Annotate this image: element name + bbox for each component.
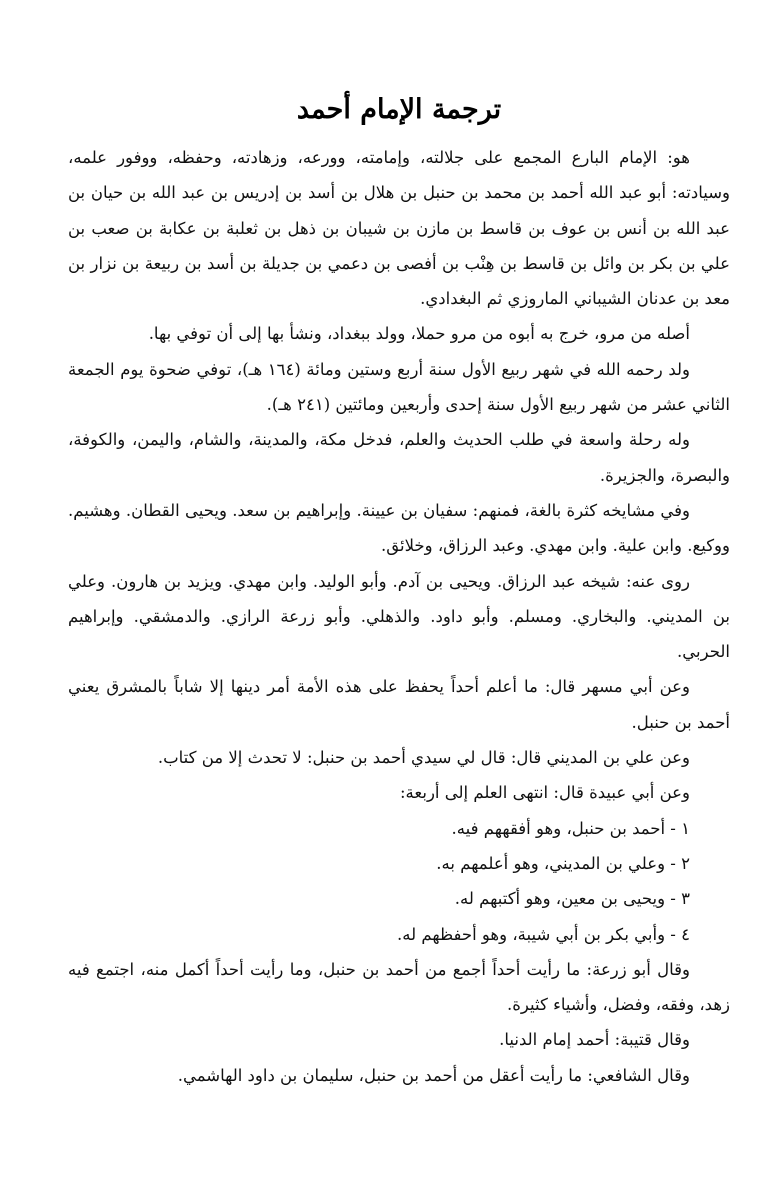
document-page bbox=[68, 86, 730, 1093]
body-text bbox=[68, 140, 730, 1093]
page-title: ترجمة الإمام أحمد bbox=[296, 94, 502, 125]
paragraph-qutaybah: وقال قتيبة: أحمد إمام الدنيا. bbox=[499, 1030, 690, 1050]
paragraph-abu-zurah: وقال أبو زرعة: ما رأيت أحداً أجمع من أحمد بن حنبل، وما رأيت أحداً أكمل منه، اجتمع فيه زهد، وفقه، وفضل، وأشياء كثيرة. bbox=[68, 959, 730, 1015]
paragraph-travels: وله رحلة واسعة في طلب الحديث والعلم، فدخل مكة، والمدينة، والشام، واليمن، والكوفة، والبصرة، والجزيرة. bbox=[68, 430, 730, 485]
list-item: ٢ - وعلي بن المديني، وهو أعلمهم به. bbox=[436, 853, 690, 873]
paragraph-shafii: وقال الشافعي: ما رأيت أعقل من أحمد بن حنبل، سليمان بن داود الهاشمي. bbox=[177, 1065, 690, 1085]
paragraph-birth-death: ولد رحمه الله في شهر ربيع الأول سنة أربع وستين ومائة (١٦٤ هـ)، توفي ضحوة يوم الجمعة الثاني عشر من شهر ربيع الأول سنة إحدى وأربعين ومائتين (٢٤١ هـ). bbox=[68, 359, 730, 415]
list-item: ٣ - ويحيى بن معين، وهو أكتبهم له. bbox=[454, 889, 690, 909]
paragraph-abu-mushir: وعن أبي مسهر قال: ما أعلم أحداً يحفظ على هذه الأمة أمر دينها إلا شاباً بالمشرق يعني أحمد بن حنبل. bbox=[68, 677, 730, 732]
list-item: ٤ - وأبي بكر بن أبي شيبة، وهو أحفظهم له. bbox=[397, 924, 690, 944]
paragraph-origin: أصله من مرو، خرج به أبوه من مرو حملا، وولد ببغداد، ونشأ بها إلى أن توفي بها. bbox=[148, 324, 690, 344]
paragraph-students: روى عنه: شيخه عبد الرزاق. ويحيى بن آدم. وأبو الوليد. وابن مهدي. ويزيد بن هارون. وعلي بن المديني. والبخاري. ومسلم. وأبو داود. والذهلي. وأبو زرعة الرازي. والدمشقي. وإبراهيم الحربي. bbox=[68, 571, 730, 662]
paragraph-ibn-madini: وعن علي بن المديني قال: قال لي سيدي أحمد بن حنبل: لا تحدث إلا من كتاب. bbox=[157, 748, 690, 768]
paragraph-abu-ubaydah: وعن أبي عبيدة قال: انتهى العلم إلى أربعة: bbox=[400, 783, 690, 803]
list-item: ١ - أحمد بن حنبل، وهو أفقههم فيه. bbox=[451, 818, 690, 838]
paragraph-teachers: وفي مشايخه كثرة بالغة، فمنهم: سفيان بن عيينة. وإبراهيم بن سعد. ويحيى القطان. وهشيم. ووكيع. وابن علية. وابن مهدي. وعبد الرزاق، وخلائق. bbox=[68, 500, 730, 556]
paragraph-lineage: هو: الإمام البارع المجمع على جلالته، وإمامته، وورعه، وزهادته، وحفظه، ووفور علمه، وسيادته: أبو عبد الله أحمد بن محمد بن حنبل بن هلال بن أسد بن إدريس بن عبد الله بن حيان بن عبد الله بن أنس بن عوف بن قاسط بن مازن بن شيبان بن ذهل بن ثعلبة بن عكابة بن صعب بن علي بن بكر بن وائل بن قاسط بن هِنْب بن أفصى بن دعمي بن جديلة بن أسد بن ربيعة بن نزار بن معد بن عدنان الشيباني الماروزي ثم البغدادي. bbox=[68, 148, 730, 309]
